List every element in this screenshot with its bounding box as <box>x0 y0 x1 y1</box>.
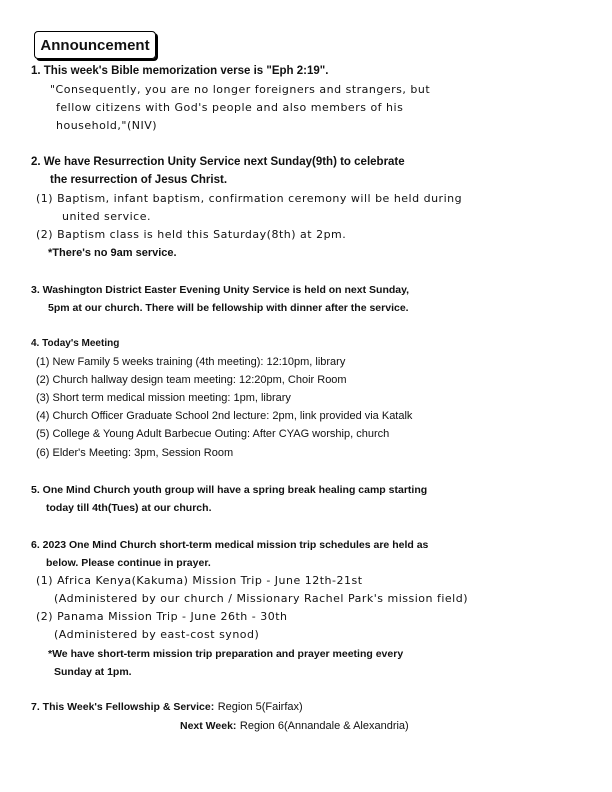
fellowship-label: 7. This Week's Fellowship & Service: <box>31 701 215 713</box>
meeting-item: (5) College & Young Adult Barbecue Outing: After CYAG worship, church <box>36 428 390 440</box>
mission-trip-detail: (Administered by east-cost synod) <box>54 628 260 641</box>
item-6-heading-cont: below. Please continue in prayer. <box>46 557 211 569</box>
announcement-title: Announcement <box>34 31 156 59</box>
item-6-note-cont: Sunday at 1pm. <box>54 666 132 678</box>
meeting-item: (2) Church hallway design team meeting: 12:20pm, Choir Room <box>36 374 347 386</box>
meeting-item: (4) Church Officer Graduate School 2nd lecture: 2pm, link provided via Katalk <box>36 410 413 422</box>
item-5-heading-cont: today till 4th(Tues) at our church. <box>46 502 212 514</box>
next-week-value: Region 6(Annandale & Alexandria) <box>239 720 409 732</box>
mission-trip-detail: (Administered by our church / Missionary Rachel Park's mission field) <box>54 592 468 605</box>
item-6-note: *We have short-term mission trip preparation and prayer meeting every <box>48 648 404 660</box>
mission-trip-item: (2) Panama Mission Trip - June 26th - 30th <box>36 610 288 623</box>
item-1-verse-line: household,"(NIV) <box>56 119 158 132</box>
item-6-heading: 6. 2023 One Mind Church short-term medical mission trip schedules are held as <box>31 539 429 551</box>
item-2-note: *There's no 9am service. <box>48 247 177 259</box>
item-2-subitem: (2) Baptism class is held this Saturday(8th) at 2pm. <box>36 228 347 241</box>
item-7-next-row <box>180 719 409 733</box>
item-3-heading: 3. Washington District Easter Evening Unity Service is held on next Sunday, <box>31 284 410 296</box>
meeting-item: (6) Elder's Meeting: 3pm, Session Room <box>36 447 234 459</box>
item-1-verse-line: "Consequently, you are no longer foreigners and strangers, but <box>50 83 431 96</box>
meeting-item: (3) Short term medical mission meeting: 1pm, library <box>36 392 291 404</box>
item-1-verse-line: fellow citizens with God's people and also members of his <box>56 101 404 114</box>
item-5-heading: 5. One Mind Church youth group will have a spring break healing camp starting <box>31 484 428 496</box>
item-2-subitem-cont: united service. <box>62 210 151 223</box>
item-2-heading: 2. We have Resurrection Unity Service next Sunday(9th) to celebrate <box>31 156 405 168</box>
item-2-subitem: (1) Baptism, infant baptism, confirmation ceremony will be held during <box>36 192 463 205</box>
meeting-item: (1) New Family 5 weeks training (4th meeting): 12:10pm, library <box>36 356 346 368</box>
next-week-label: Next Week: <box>180 720 237 732</box>
item-1-heading: 1. This week's Bible memorization verse is "Eph 2:19". <box>31 65 329 77</box>
fellowship-value: Region 5(Fairfax) <box>217 701 303 713</box>
item-4-heading: 4. Today's Meeting <box>31 338 120 349</box>
item-2-heading-cont: the resurrection of Jesus Christ. <box>50 174 228 186</box>
mission-trip-item: (1) Africa Kenya(Kakuma) Mission Trip - June 12th-21st <box>36 574 363 587</box>
item-7-row <box>31 700 303 714</box>
item-3-heading-cont: 5pm at our church. There will be fellowship with dinner after the service. <box>48 302 409 314</box>
